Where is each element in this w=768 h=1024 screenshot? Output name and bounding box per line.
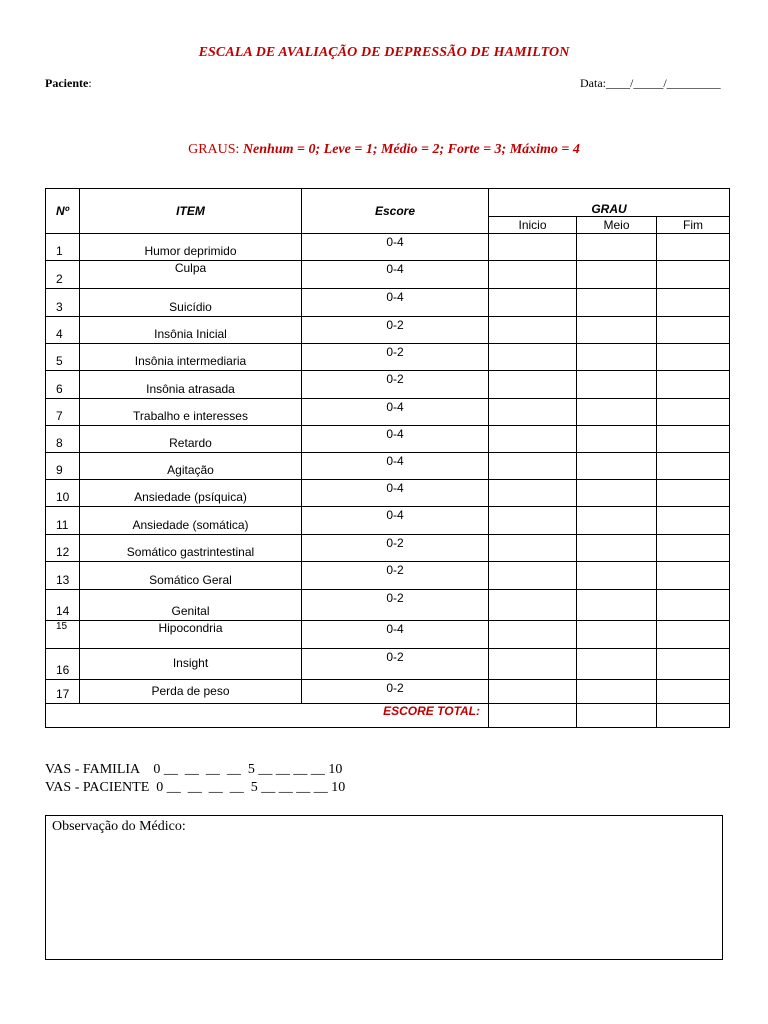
column-header-number: Nº [46,189,80,234]
row-number: 6 [46,371,80,399]
grade-middle-cell[interactable] [577,649,657,680]
grade-end-cell[interactable] [657,680,730,704]
grade-start-cell[interactable] [489,621,577,649]
table-row [46,680,730,704]
grade-start-cell[interactable] [489,261,577,289]
grade-start-cell[interactable] [489,317,577,344]
row-score-range: 0-4 [302,453,489,480]
grade-end-cell[interactable] [657,480,730,507]
row-score-range: 0-2 [302,317,489,344]
table-body [46,234,730,704]
grade-middle-cell[interactable] [577,371,657,399]
grade-start-cell[interactable] [489,649,577,680]
row-item: Culpa [80,261,302,289]
column-header-item: ITEM [80,189,302,234]
row-number: 5 [46,344,80,371]
observation-label: Observação do Médico: [52,819,186,834]
grade-start-cell[interactable] [489,426,577,453]
grade-end-cell[interactable] [657,344,730,371]
grade-end-cell[interactable] [657,399,730,426]
row-score-range: 0-4 [302,621,489,649]
grade-middle-cell[interactable] [577,234,657,261]
row-item: Somático gastrintestinal [80,535,302,562]
row-number: 15 [46,621,80,649]
grade-middle-cell[interactable] [577,590,657,621]
table-row [46,426,730,453]
row-item: Insônia Inicial [80,317,302,344]
row-number: 7 [46,399,80,426]
grade-end-cell[interactable] [657,261,730,289]
table-row [46,535,730,562]
row-number: 1 [46,234,80,261]
table-row [46,234,730,261]
grade-middle-cell[interactable] [577,289,657,317]
row-score-range: 0-2 [302,680,489,704]
grades-values: Nenhum = 0; Leve = 1; Médio = 2; Forte = 3; Máximo = 4 [242,142,580,157]
row-score-range: 0-2 [302,562,489,590]
row-score-range: 0-4 [302,399,489,426]
row-score-range: 0-4 [302,507,489,535]
table-row [46,480,730,507]
row-item: Ansiedade (psíquica) [80,480,302,507]
table-row [46,317,730,344]
grade-middle-cell[interactable] [577,621,657,649]
row-score-range: 0-4 [302,234,489,261]
row-item: Humor deprimido [80,234,302,261]
grade-middle-cell[interactable] [577,453,657,480]
row-score-range: 0-2 [302,371,489,399]
table-row [46,590,730,621]
grade-end-cell[interactable] [657,426,730,453]
grade-middle-cell[interactable] [577,399,657,426]
patient-field[interactable] [45,76,92,91]
table-row [46,562,730,590]
column-header-score: Escore [302,189,489,234]
hamilton-score-table [45,188,730,728]
row-item: Insônia atrasada [80,371,302,399]
row-item: Insight [80,649,302,680]
grade-middle-cell[interactable] [577,344,657,371]
row-item: Somático Geral [80,562,302,590]
grade-start-cell[interactable] [489,399,577,426]
row-number: 17 [46,680,80,704]
grade-start-cell[interactable] [489,480,577,507]
row-score-range: 0-2 [302,344,489,371]
row-number: 4 [46,317,80,344]
row-score-range: 0-4 [302,261,489,289]
table-row [46,453,730,480]
grade-end-cell[interactable] [657,317,730,344]
grade-end-cell[interactable] [657,535,730,562]
grade-start-cell[interactable] [489,590,577,621]
row-number: 10 [46,480,80,507]
row-item: Insônia intermediaria [80,344,302,371]
grade-start-cell[interactable] [489,371,577,399]
row-item: Genital [80,590,302,621]
grade-middle-cell[interactable] [577,317,657,344]
grade-middle-cell[interactable] [577,680,657,704]
table-row [46,289,730,317]
grade-start-cell[interactable] [489,562,577,590]
row-item: Agitação [80,453,302,480]
grade-middle-cell[interactable] [577,261,657,289]
table-row [46,399,730,426]
row-item: Hipocondria [80,621,302,649]
grade-start-cell[interactable] [489,535,577,562]
row-number: 11 [46,507,80,535]
column-header-middle: Meio [577,217,657,234]
row-score-range: 0-2 [302,590,489,621]
column-header-grade: GRAU [489,189,730,217]
row-score-range: 0-4 [302,289,489,317]
grade-start-cell[interactable] [489,234,577,261]
patient-label: Paciente [45,76,89,90]
table-row [46,621,730,649]
grade-start-cell[interactable] [489,344,577,371]
grade-middle-cell[interactable] [577,507,657,535]
patient-colon: : [88,76,92,90]
total-row [46,704,730,728]
doctor-observation-box[interactable] [45,815,723,960]
date-field[interactable]: Data:____/_____/_________ [580,76,721,90]
grade-end-cell[interactable] [657,289,730,317]
vas-patient-scale[interactable]: VAS - PACIENTE 0 __ __ __ __ 5 __ __ __ __ 10 [45,780,346,795]
grade-start-cell[interactable] [489,289,577,317]
grade-end-cell[interactable] [657,649,730,680]
total-start-cell[interactable] [489,704,577,728]
grade-end-cell[interactable] [657,621,730,649]
grade-end-cell[interactable] [657,562,730,590]
table-row [46,649,730,680]
grade-middle-cell[interactable] [577,535,657,562]
grade-end-cell[interactable] [657,371,730,399]
total-score-label: ESCORE TOTAL: [46,704,489,728]
row-item: Ansiedade (somática) [80,507,302,535]
row-item: Perda de peso [80,680,302,704]
grade-middle-cell[interactable] [577,480,657,507]
row-number: 8 [46,426,80,453]
total-middle-cell[interactable] [577,704,657,728]
row-item: Retardo [80,426,302,453]
row-number: 12 [46,535,80,562]
grade-start-cell[interactable] [489,507,577,535]
row-score-range: 0-4 [302,426,489,453]
table-row [46,507,730,535]
grade-end-cell[interactable] [657,453,730,480]
table-row [46,344,730,371]
grades-prefix: GRAUS: [188,142,243,157]
row-number: 13 [46,562,80,590]
vas-family-scale[interactable]: VAS - FAMILIA 0 __ __ __ __ 5 __ __ __ __ 10 [45,762,343,777]
row-number: 16 [46,649,80,680]
total-end-cell[interactable] [657,704,730,728]
grade-middle-cell[interactable] [577,562,657,590]
row-number: 2 [46,261,80,289]
row-number: 3 [46,289,80,317]
row-item: Suicídio [80,289,302,317]
row-item: Trabalho e interesses [80,399,302,426]
row-number: 9 [46,453,80,480]
table-row [46,371,730,399]
grade-middle-cell[interactable] [577,426,657,453]
column-header-start: Inicio [489,217,577,234]
row-score-range: 0-2 [302,649,489,680]
grade-end-cell[interactable] [657,507,730,535]
table-row [46,261,730,289]
grade-end-cell[interactable] [657,234,730,261]
grades-legend [0,142,768,158]
row-number: 14 [46,590,80,621]
grade-start-cell[interactable] [489,453,577,480]
column-header-end: Fim [657,217,730,234]
form-title: ESCALA DE AVALIAÇÃO DE DEPRESSÃO DE HAMILTON [198,45,570,60]
row-score-range: 0-4 [302,480,489,507]
row-score-range: 0-2 [302,535,489,562]
grade-end-cell[interactable] [657,590,730,621]
grade-start-cell[interactable] [489,680,577,704]
